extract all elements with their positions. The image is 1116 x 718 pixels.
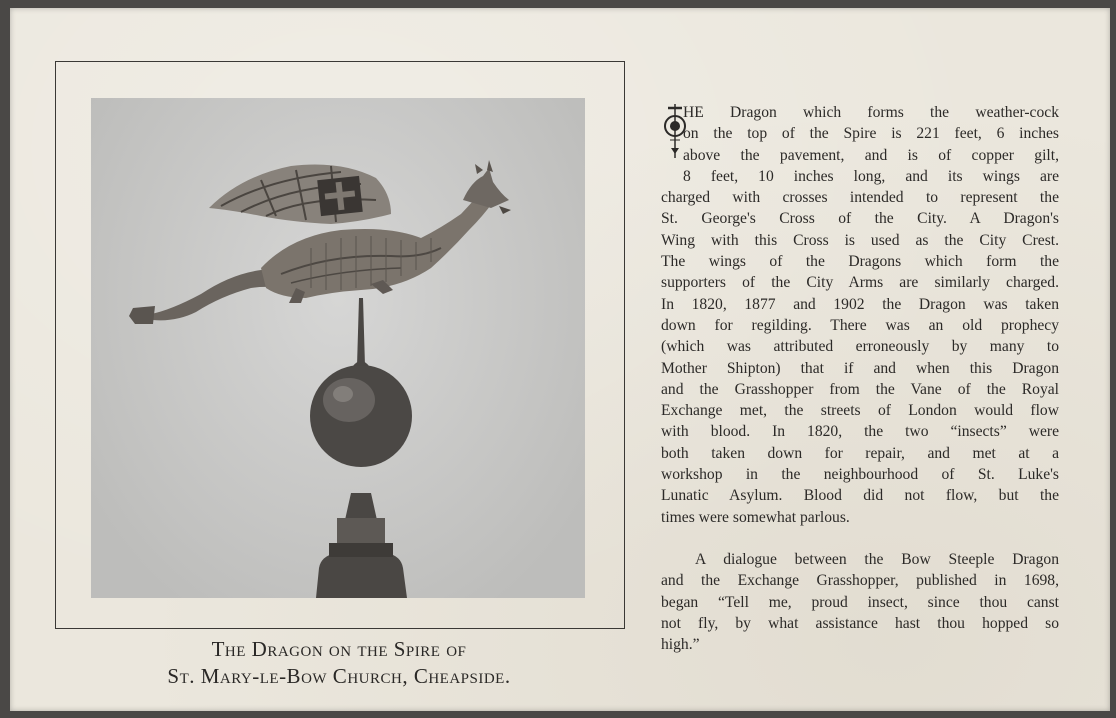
text-line: down for regilding. There was an old prophecy <box>661 316 1059 334</box>
text-line: both taken down for repair, and met at a <box>661 444 1059 462</box>
text-line: with blood. In 1820, the two “insects” were <box>661 423 1059 441</box>
caption-line-1: The Dragon on the Spire of <box>211 637 467 661</box>
paragraph-1 <box>661 102 1059 528</box>
dragon-weathervane-photo <box>91 98 585 598</box>
text-line: Wing with this Cross is used as the City Crest. <box>661 231 1059 249</box>
text-line: workshop in the neighbourhood of St. Luke's <box>661 466 1059 484</box>
postcard <box>10 8 1110 711</box>
caption-line-2: St. Mary-le-Bow Church, Cheapside. <box>167 664 511 688</box>
text-line: charged with crosses intended to represent the <box>661 189 1059 207</box>
text-line: Mother Shipton) that if and when this Dragon <box>661 359 1059 377</box>
ornamental-dropcap <box>661 102 689 160</box>
dragon-weathervane-illustration <box>91 98 585 598</box>
text-line: HE Dragon which forms the weather-cock <box>683 104 1059 121</box>
text-line: high.” <box>661 636 700 654</box>
text-line: In 1820, 1877 and 1902 the Dragon was taken <box>661 295 1059 313</box>
text-line: began “Tell me, proud insect, since thou canst <box>661 593 1059 611</box>
text-line: The wings of the Dragons which form the <box>661 253 1059 271</box>
text-line: on the top of the Spire is 221 feet, 6 inches <box>683 125 1059 143</box>
text-line: times were somewhat parlous. <box>661 508 850 526</box>
photo-caption <box>55 636 623 690</box>
text-line: not fly, by what assistance hast thou hopped so <box>661 614 1059 632</box>
text-line: Lunatic Asylum. Blood did not flow, but the <box>661 487 1059 505</box>
text-line: and the Grasshopper from the Vane of the Royal <box>661 380 1059 398</box>
description-text <box>661 102 1059 655</box>
paragraph-2 <box>661 549 1059 655</box>
text-line: A dialogue between the Bow Steeple Dragon <box>695 550 1059 568</box>
text-line: above the pavement, and is of copper gilt, <box>683 146 1059 164</box>
text-line: (which was attributed erroneously by many to <box>661 338 1059 356</box>
text-line: 8 feet, 10 inches long, and its wings are <box>683 167 1059 185</box>
text-line: and the Exchange Grasshopper, published in 1698, <box>661 572 1059 590</box>
text-line: supporters of the City Arms are similarly charged. <box>661 274 1059 292</box>
text-line: Exchange met, the streets of London would flow <box>661 402 1059 420</box>
photo-frame <box>55 61 625 629</box>
text-line: St. George's Cross of the City. A Dragon's <box>661 210 1059 228</box>
